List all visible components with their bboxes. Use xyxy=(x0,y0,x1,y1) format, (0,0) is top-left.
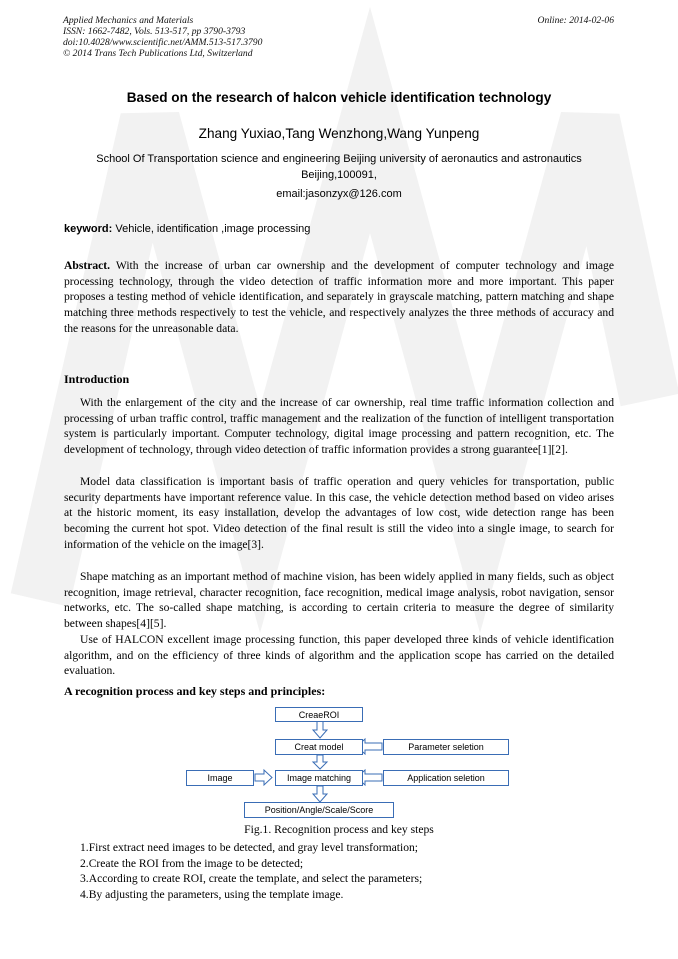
author-email: email:jasonzyx@126.com xyxy=(276,188,402,200)
box-image: Image xyxy=(186,770,254,786)
step-item: 4.By adjusting the parameters, using the template image. xyxy=(80,887,344,901)
box-create-model: Creat model xyxy=(275,739,363,755)
paper-authors: Zhang Yuxiao,Tang Wenzhong,Wang Yunpeng xyxy=(198,126,480,141)
step-item: 2.Create the ROI from the image to be detected; xyxy=(80,856,304,870)
issn-line: ISSN: 1662-7482, Vols. 513-517, pp 3790-3793 xyxy=(63,26,246,37)
abstract-paragraph xyxy=(64,258,614,337)
figure-caption: Fig.1. Recognition process and key steps xyxy=(244,823,434,836)
intro-paragraph-3: Shape matching as an important method of machine vision, has been widely applied in many fields, such as object recognition, image retrieval, character recognition, face recognition, medical image analysis, robot navigation, sensor networks, etc. The so-called shape matching, is according to certain criteria to measure the degree of similarity between shapes[4][5]. xyxy=(64,570,614,631)
step-item: 1.First extract need images to be detected, and gray level transformation; xyxy=(80,841,419,854)
intro-paragraph-4: Use of HALCON excellent image processing function, this paper developed three kinds of vehicle identification algorithm, and on the efficiency of three kinds of algorithm and the application scope has carried on the detailed evaluation. xyxy=(64,633,614,678)
box-parameter-selection: Parameter seletion xyxy=(383,739,509,755)
paper-affiliation: School Of Transportation science and engineering Beijing university of aeronautics and astronautics Beijing,100091, xyxy=(96,153,582,181)
online-date: Online: 2014-02-06 xyxy=(537,15,614,26)
abstract-text: With the increase of urban car ownership and the development of computer technology and image processing technology, through the video detection of traffic information more and more important. This paper proposes a testing method of vehicle identification, and separately in grayscale matching, pattern matching and shape matching three methods respectively to test the vehicle, and respectively analyzes the three methods of accuracy and the reasons for the unreasonable data. xyxy=(64,259,614,335)
recognition-flowchart xyxy=(180,703,520,821)
doi-line: doi:10.4028/www.scientific.net/AMM.513-517.3790 xyxy=(63,37,263,48)
arrow-model-to-matching xyxy=(313,755,327,769)
abstract-label: Abstract. xyxy=(64,259,111,272)
journal-header xyxy=(63,15,262,59)
step-item: 3.According to create ROI, create the template, and select the parameters; xyxy=(80,872,423,886)
paper-title: Based on the research of halcon vehicle identification technology xyxy=(126,90,552,105)
keyword-values: Vehicle, identification ,image processing xyxy=(112,223,311,235)
arrow-roi-to-model xyxy=(313,721,327,738)
section-2-heading: A recognition process and key steps and principles: xyxy=(64,684,326,698)
copyright-line: © 2014 Trans Tech Publications Ltd, Switzerland xyxy=(63,48,253,59)
steps-list xyxy=(80,840,422,902)
arrow-image-to-matching xyxy=(255,770,272,785)
box-image-matching: Image matching xyxy=(275,770,363,786)
arrow-matching-to-output xyxy=(313,786,327,802)
intro-paragraph-1: With the enlargement of the city and the increase of car ownership, real time traffic information collection and processing of urban traffic control, traffic management and the realization of the function of intelligent transportation system is particularly important. Computer technology, digital image processing and pattern recognition, etc. The development of technology, through video detection of traffic information provides a strong guarantee[1][2]. xyxy=(64,396,614,457)
box-output: Position/Angle/Scale/Score xyxy=(244,802,394,818)
intro-paragraph-2: Model data classification is important basis of traffic operation and query vehicles for transportation, public security departments have important reference value. In this case, the vehicle detection method based on video arises at the historic moment, its easy installation, develop the advantages of low cost, wide detection range has been becoming the current hot spot. Video detection of the final result is still the video into a single image, to search for information of the vehicle on the image[3]. xyxy=(64,475,614,551)
keywords-line xyxy=(64,223,310,235)
box-create-roi: CreaeROI xyxy=(275,707,363,722)
keyword-label: keyword: xyxy=(64,223,113,235)
box-application-selection: Application seletion xyxy=(383,770,509,786)
journal-name: Applied Mechanics and Materials xyxy=(63,15,194,26)
introduction-heading: Introduction xyxy=(64,372,130,386)
